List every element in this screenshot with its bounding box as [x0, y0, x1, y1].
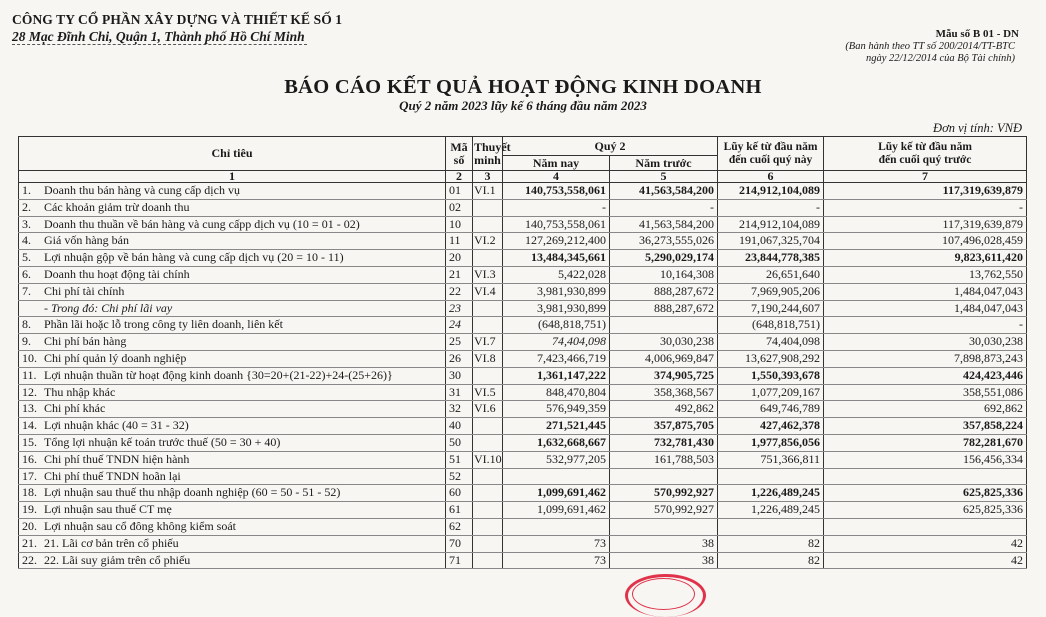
value-quarter-last-year: 374,905,725 [610, 367, 718, 384]
row-label [19, 401, 446, 418]
row-code: 23 [446, 300, 473, 317]
value-ytd-this-quarter: 649,746,789 [718, 401, 824, 418]
row-index: 9. [22, 334, 31, 349]
value-quarter-this-year: 271,521,445 [503, 418, 610, 435]
row-code: 26 [446, 350, 473, 367]
row-note [473, 317, 503, 334]
row-index: 5. [22, 250, 31, 265]
row-note [473, 485, 503, 502]
value-ytd-prev-quarter: 358,551,086 [824, 384, 1027, 401]
value-ytd-this-quarter: 1,977,856,056 [718, 434, 824, 451]
row-note [473, 552, 503, 569]
value-ytd-prev-quarter: 1,484,047,043 [824, 300, 1027, 317]
value-quarter-this-year: 3,981,930,899 [503, 300, 610, 317]
row-note [473, 535, 503, 552]
value-quarter-this-year [503, 468, 610, 485]
row-index: 7. [22, 283, 31, 298]
value-ytd-prev-quarter: 156,456,334 [824, 451, 1027, 468]
row-index: 20. [22, 518, 37, 533]
value-ytd-this-quarter: 214,912,104,089 [718, 183, 824, 200]
value-ytd-prev-quarter: 625,825,336 [824, 502, 1027, 519]
value-quarter-last-year: 732,781,430 [610, 434, 718, 451]
row-note [473, 502, 503, 519]
row-label-text: Chi phí khác [44, 401, 106, 416]
row-code: 61 [446, 502, 473, 519]
column-number: 2 [446, 171, 473, 183]
value-ytd-prev-quarter: - [824, 199, 1027, 216]
row-code: 25 [446, 334, 473, 351]
value-quarter-this-year: 5,422,028 [503, 266, 610, 283]
table-row [19, 250, 1027, 267]
value-ytd-prev-quarter: 117,319,639,879 [824, 216, 1027, 233]
value-ytd-this-quarter: 1,226,489,245 [718, 485, 824, 502]
value-ytd-prev-quarter: - [824, 317, 1027, 334]
column-number: 1 [19, 171, 446, 183]
row-index: 22. [22, 552, 37, 567]
row-code: 20 [446, 250, 473, 267]
value-ytd-prev-quarter: 424,423,446 [824, 367, 1027, 384]
value-ytd-this-quarter: 23,844,778,385 [718, 250, 824, 267]
row-label [19, 535, 446, 552]
row-code: 21 [446, 266, 473, 283]
header-ytd-this: Lũy kế từ đầu năm đến cuối quý này [718, 137, 824, 171]
value-quarter-this-year: 140,753,558,061 [503, 216, 610, 233]
value-ytd-prev-quarter: 107,496,028,459 [824, 233, 1027, 250]
table-row [19, 552, 1027, 569]
row-label [19, 183, 446, 200]
header-divider [12, 44, 307, 45]
value-quarter-last-year: 358,368,567 [610, 384, 718, 401]
value-quarter-this-year: 3,981,930,899 [503, 283, 610, 300]
company-name: CÔNG TY CỔ PHẦN XÂY DỰNG VÀ THIẾT KẾ SỐ 1 [12, 12, 343, 27]
row-note [473, 199, 503, 216]
row-note [473, 250, 503, 267]
row-index: 12. [22, 384, 37, 399]
row-code: 30 [446, 367, 473, 384]
row-code: 40 [446, 418, 473, 435]
row-code: 60 [446, 485, 473, 502]
column-number: 7 [824, 171, 1027, 183]
row-label [19, 485, 446, 502]
company-seal-inner [632, 578, 695, 610]
row-index: 3. [22, 216, 31, 231]
row-note: VI.7 [473, 334, 503, 351]
row-index: 6. [22, 266, 31, 281]
value-ytd-prev-quarter: 357,858,224 [824, 418, 1027, 435]
table-row [19, 283, 1027, 300]
value-quarter-last-year [610, 468, 718, 485]
value-quarter-last-year: 10,164,308 [610, 266, 718, 283]
row-index: 1. [22, 183, 31, 197]
row-note: VI.3 [473, 266, 503, 283]
row-label [19, 367, 446, 384]
row-index: 11. [22, 367, 37, 382]
table-row [19, 334, 1027, 351]
row-label-text: Doanh thu thuần về bán hàng và cung cấpp dịch vụ (10 = 01 - 02) [44, 216, 360, 231]
row-index: 17. [22, 468, 37, 483]
row-code: 01 [446, 183, 473, 200]
row-code: 50 [446, 434, 473, 451]
row-label-text: Lợi nhuận khác (40 = 31 - 32) [44, 418, 189, 433]
column-number: 5 [610, 171, 718, 183]
row-label-text: Chi phí tài chính [44, 283, 125, 298]
value-ytd-this-quarter: 1,550,393,678 [718, 367, 824, 384]
row-label-text: Lợi nhuận sau cổ đông không kiểm soát [44, 518, 236, 533]
row-label [19, 283, 446, 300]
column-number: 3 [473, 171, 503, 183]
row-label-text: Doanh thu bán hàng và cung cấp dịch vụ [44, 183, 240, 197]
table-row [19, 502, 1027, 519]
row-note: VI.1 [473, 183, 503, 200]
table-row [19, 216, 1027, 233]
row-code: 52 [446, 468, 473, 485]
value-quarter-this-year [503, 518, 610, 535]
value-ytd-this-quarter: - [718, 199, 824, 216]
row-label [19, 451, 446, 468]
value-quarter-last-year: 38 [610, 552, 718, 569]
row-index: 2. [22, 199, 31, 214]
value-ytd-prev-quarter: 782,281,670 [824, 434, 1027, 451]
row-label-text: 21. Lãi cơ bản trên cổ phiếu [44, 535, 179, 550]
column-number: 6 [718, 171, 824, 183]
value-quarter-last-year: 570,992,927 [610, 485, 718, 502]
table-row [19, 317, 1027, 334]
value-ytd-this-quarter: 26,651,640 [718, 266, 824, 283]
row-note [473, 518, 503, 535]
row-label [19, 418, 446, 435]
value-ytd-prev-quarter: 1,484,047,043 [824, 283, 1027, 300]
value-ytd-this-quarter: 74,404,098 [718, 334, 824, 351]
value-ytd-prev-quarter: 7,898,873,243 [824, 350, 1027, 367]
row-label-text: Chi phí thuế TNDN hoãn lại [44, 468, 181, 483]
value-ytd-prev-quarter [824, 468, 1027, 485]
value-ytd-prev-quarter: 42 [824, 535, 1027, 552]
value-quarter-this-year: 140,753,558,061 [503, 183, 610, 200]
value-ytd-this-quarter: 13,627,908,292 [718, 350, 824, 367]
report-subtitle: Quý 2 năm 2023 lũy kế 6 tháng đầu năm 2023 [399, 98, 647, 113]
header-this-year: Năm nay [503, 156, 610, 171]
row-label [19, 468, 446, 485]
value-quarter-this-year: 1,361,147,222 [503, 367, 610, 384]
row-label [19, 300, 446, 317]
value-quarter-this-year: - [503, 199, 610, 216]
value-quarter-last-year: - [610, 199, 718, 216]
row-index: 16. [22, 451, 37, 466]
row-index: 13. [22, 401, 37, 416]
value-quarter-last-year: 161,788,503 [610, 451, 718, 468]
row-note [473, 468, 503, 485]
table-row [19, 535, 1027, 552]
row-label [19, 266, 446, 283]
value-ytd-prev-quarter: 13,762,550 [824, 266, 1027, 283]
row-index: 15. [22, 434, 37, 449]
row-note: VI.6 [473, 401, 503, 418]
table-row [19, 418, 1027, 435]
row-label-text: Tổng lợi nhuận kế toán trước thuế (50 = 30 + 40) [44, 434, 281, 449]
value-quarter-this-year: 532,977,205 [503, 451, 610, 468]
row-label [19, 250, 446, 267]
row-label [19, 216, 446, 233]
value-quarter-this-year: 848,470,804 [503, 384, 610, 401]
value-quarter-this-year: 73 [503, 535, 610, 552]
row-label-text: Thu nhập khác [44, 384, 116, 399]
table-row [19, 485, 1027, 502]
row-index: 4. [22, 233, 31, 248]
table-row [19, 468, 1027, 485]
row-note: VI.4 [473, 283, 503, 300]
form-note-line-2: ngày 22/12/2014 của Bộ Tài chính) [865, 53, 1015, 64]
value-quarter-last-year: 38 [610, 535, 718, 552]
value-ytd-this-quarter: 82 [718, 552, 824, 569]
table-row [19, 183, 1027, 200]
row-label [19, 384, 446, 401]
row-note [473, 367, 503, 384]
row-index: 21. [22, 535, 37, 550]
row-label-text: - Trong đó: Chi phí lãi vay [44, 300, 173, 315]
row-note: VI.2 [473, 233, 503, 250]
value-ytd-this-quarter: 82 [718, 535, 824, 552]
row-code: 71 [446, 552, 473, 569]
row-label-text: Doanh thu hoạt động tài chính [44, 266, 190, 281]
value-quarter-last-year: 36,273,555,026 [610, 233, 718, 250]
table-row [19, 350, 1027, 367]
value-ytd-this-quarter: 1,077,209,167 [718, 384, 824, 401]
value-ytd-prev-quarter [824, 518, 1027, 535]
value-quarter-this-year: 13,484,345,661 [503, 250, 610, 267]
value-quarter-last-year: 357,875,705 [610, 418, 718, 435]
row-note: VI.5 [473, 384, 503, 401]
report-title: BÁO CÁO KẾT QUẢ HOẠT ĐỘNG KINH DOANH [284, 76, 762, 98]
value-ytd-this-quarter: (648,818,751) [718, 317, 824, 334]
row-code: 22 [446, 283, 473, 300]
row-label-text: Lợi nhuận gộp về bán hàng và cung cấp dịch vụ (20 = 10 - 11) [44, 250, 344, 265]
table-row [19, 451, 1027, 468]
value-quarter-last-year: 30,030,238 [610, 334, 718, 351]
row-index: 14. [22, 418, 37, 433]
row-note: VI.8 [473, 350, 503, 367]
row-label-text: Lợi nhuận sau thuế CT mẹ [44, 502, 172, 517]
table-row [19, 300, 1027, 317]
row-index: 10. [22, 350, 37, 365]
income-statement-table [18, 136, 1027, 569]
value-ytd-this-quarter: 1,226,489,245 [718, 502, 824, 519]
value-quarter-last-year: 888,287,672 [610, 283, 718, 300]
value-ytd-this-quarter: 7,190,244,607 [718, 300, 824, 317]
table-row [19, 384, 1027, 401]
row-label [19, 317, 446, 334]
row-label-text: Giá vốn hàng bán [44, 233, 129, 248]
table-row [19, 266, 1027, 283]
form-number: Mẫu số B 01 - DN [935, 28, 1019, 40]
value-quarter-this-year: 1,632,668,667 [503, 434, 610, 451]
row-label [19, 233, 446, 250]
value-quarter-this-year: 1,099,691,462 [503, 502, 610, 519]
row-note: VI.10 [473, 451, 503, 468]
table-row [19, 233, 1027, 250]
row-note [473, 216, 503, 233]
value-ytd-prev-quarter: 42 [824, 552, 1027, 569]
value-quarter-last-year [610, 518, 718, 535]
row-label [19, 199, 446, 216]
row-label [19, 350, 446, 367]
form-note-line-1: (Ban hành theo TT số 200/2014/TT-BTC [845, 41, 1015, 52]
header-ytd-prev: Lũy kế từ đầu năm đến cuối quý trước [824, 137, 1027, 171]
row-label-text: Phần lãi hoặc lỗ trong công ty liên doanh, liên kết [44, 317, 283, 332]
row-code: 70 [446, 535, 473, 552]
row-code: 02 [446, 199, 473, 216]
value-ytd-prev-quarter: 692,862 [824, 401, 1027, 418]
header-note: Thuyết minh [473, 137, 503, 171]
row-note [473, 300, 503, 317]
row-index: 18. [22, 485, 37, 500]
row-label-text: 22. Lãi suy giảm trên cổ phiếu [44, 552, 191, 567]
header-quarter: Quý 2 [503, 137, 718, 156]
value-ytd-prev-quarter: 9,823,611,420 [824, 250, 1027, 267]
value-ytd-this-quarter: 191,067,325,704 [718, 233, 824, 250]
value-quarter-this-year: 1,099,691,462 [503, 485, 610, 502]
row-label-text: Chi phí bán hàng [44, 334, 127, 349]
row-code: 31 [446, 384, 473, 401]
column-number: 4 [503, 171, 610, 183]
value-ytd-this-quarter: 7,969,905,206 [718, 283, 824, 300]
value-quarter-last-year: 5,290,029,174 [610, 250, 718, 267]
value-quarter-this-year: (648,818,751) [503, 317, 610, 334]
row-code: 51 [446, 451, 473, 468]
table-row [19, 401, 1027, 418]
value-quarter-this-year: 7,423,466,719 [503, 350, 610, 367]
row-index: 8. [22, 317, 31, 332]
value-quarter-last-year: 41,563,584,200 [610, 183, 718, 200]
row-label-text: Lợi nhuận sau thuế thu nhập doanh nghiệp (60 = 50 - 51 - 52) [44, 485, 341, 500]
value-quarter-this-year: 576,949,359 [503, 401, 610, 418]
value-quarter-this-year: 127,269,212,400 [503, 233, 610, 250]
row-label [19, 434, 446, 451]
row-note [473, 418, 503, 435]
value-ytd-prev-quarter: 30,030,238 [824, 334, 1027, 351]
value-quarter-last-year: 4,006,969,847 [610, 350, 718, 367]
value-quarter-this-year: 73 [503, 552, 610, 569]
row-code: 24 [446, 317, 473, 334]
value-quarter-last-year [610, 317, 718, 334]
row-code: 11 [446, 233, 473, 250]
header-last-year: Năm trước [610, 156, 718, 171]
value-ytd-this-quarter [718, 518, 824, 535]
table-row [19, 434, 1027, 451]
value-ytd-prev-quarter: 117,319,639,879 [824, 183, 1027, 200]
row-label-text: Lợi nhuận thuần từ hoạt động kinh doanh {30=20+(21-22)+24-(25+26)} [44, 367, 393, 382]
row-label [19, 502, 446, 519]
value-ytd-this-quarter: 214,912,104,089 [718, 216, 824, 233]
row-code: 10 [446, 216, 473, 233]
value-ytd-prev-quarter: 625,825,336 [824, 485, 1027, 502]
table-row [19, 367, 1027, 384]
value-ytd-this-quarter [718, 468, 824, 485]
row-code: 62 [446, 518, 473, 535]
row-code: 32 [446, 401, 473, 418]
value-quarter-last-year: 570,992,927 [610, 502, 718, 519]
currency-unit: Đơn vị tính: VNĐ [933, 121, 1022, 135]
value-quarter-last-year: 41,563,584,200 [610, 216, 718, 233]
company-address: 28 Mạc Đĩnh Chi, Quận 1, Thành phố Hồ Chí Minh [12, 29, 305, 44]
row-label [19, 334, 446, 351]
row-label-text: Chi phí thuế TNDN hiện hành [44, 451, 190, 466]
value-quarter-this-year: 74,404,098 [503, 334, 610, 351]
value-ytd-this-quarter: 427,462,378 [718, 418, 824, 435]
row-index: 19. [22, 502, 37, 517]
row-label-text: Các khoản giảm trừ doanh thu [44, 199, 190, 214]
table-row [19, 199, 1027, 216]
row-note [473, 434, 503, 451]
value-quarter-last-year: 888,287,672 [610, 300, 718, 317]
table-row [19, 518, 1027, 535]
row-label-text: Chi phí quản lý doanh nghiệp [44, 350, 187, 365]
header-code: Mã số [446, 137, 473, 171]
value-ytd-this-quarter: 751,366,811 [718, 451, 824, 468]
value-quarter-last-year: 492,862 [610, 401, 718, 418]
row-label [19, 518, 446, 535]
header-indicator: Chỉ tiêu [19, 137, 446, 171]
row-label [19, 552, 446, 569]
